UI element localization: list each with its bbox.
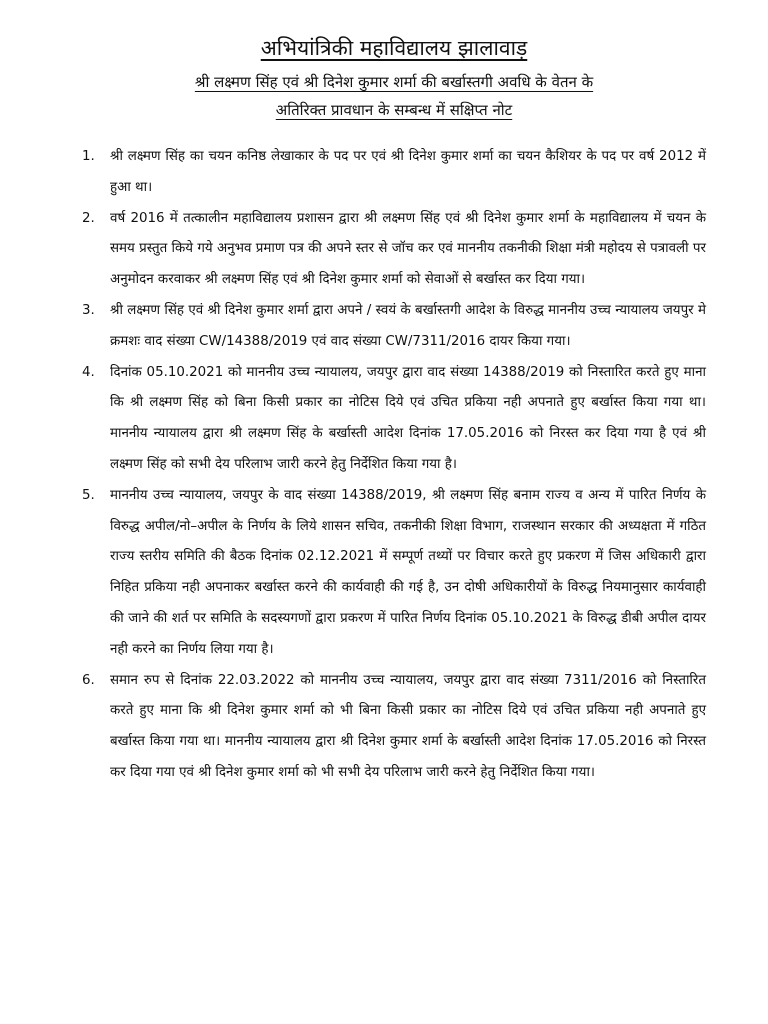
note-text: वर्ष 2016 में तत्कालीन महाविद्यालय प्रशासन द्वारा श्री लक्ष्मण सिंह एवं श्री दिनेश कुमार शर्मा के महाविद्यालय में चयन के समय प्रस्तुत किये गये अनुभव प्रमाण पत्र की अपने स्तर से जॉच कर एवं माननीय तकनीकी शिक्षा मंत्री महोदय से पत्रावली पर अनुमोदन करवाकर श्री लक्ष्मण सिंह एवं श्री दिनेश कुमार शर्मा को सेवाओं से बर्खास्त कर दिया गया। <box>110 210 706 288</box>
note-item-4 <box>82 358 706 481</box>
note-item-6 <box>82 666 706 789</box>
note-number: 4. <box>82 364 95 380</box>
document-title: अभियांत्रिकी महाविद्यालय झालावाड़ <box>260 36 528 60</box>
note-text: दिनांक 05.10.2021 को माननीय उच्च न्यायालय, जयपुर द्वारा वाद संख्या 14388/2019 को निस्तारित करते हुए माना कि श्री लक्ष्मण सिंह को बिना किसी प्रकार का नोटिस दिये एवं उचित प्रकिया नही अपनाते हुए बर्खास्त किया गया था। माननीय न्यायालय द्वारा श्री लक्ष्मण सिंह के बर्खास्ती आदेश दिनांक 17.05.2016 को निरस्त कर दिया गया है एवं श्री लक्ष्मण सिंह को सभी देय परिलाभ जारी करने हेतु निर्देशित किया गया है। <box>110 364 706 472</box>
note-number: 6. <box>82 672 95 688</box>
note-text: श्री लक्ष्मण सिंह एवं श्री दिनेश कुमार शर्मा द्वारा अपने / स्वयं के बर्खास्तगी आदेश के विरुद्ध माननीय उच्च न्यायालय जयपुर मे क्रमशः वाद संख्या CW/14388/2019 एवं वाद संख्या CW/7311/2016 दायर किया गया। <box>110 302 706 349</box>
note-number: 1. <box>82 149 95 164</box>
note-number: 2. <box>82 210 95 226</box>
note-number: 5. <box>82 487 95 503</box>
document-subtitle-line-2: अतिरिक्त प्रावधान के सम्बन्ध में सक्षिप्त नोट <box>275 101 513 119</box>
note-text: समान रुप से दिनांक 22.03.2022 को माननीय उच्च न्यायालय, जयपुर द्वारा वाद संख्या 7311/2016 को निस्तारित करते हुए माना कि श्री दिनेश कुमार शर्मा को भी बिना किसी प्रकार का नोटिस दिये एवं उचित प्रकिया नही अपनाते हुए बर्खास्त किया गया था। माननीय न्यायालय द्वारा श्री दिनेश कुमार शर्मा के बर्खास्ती आदेश दिनांक 17.05.2016 को निरस्त कर दिया गया एवं श्री दिनेश कुमार शर्मा को भी सभी देय परिलाभ जारी करने हेतु निर्देशित किया गया। <box>110 672 706 780</box>
note-item-3 <box>82 296 706 358</box>
note-item-5 <box>82 481 706 666</box>
document-subtitle-line-1: श्री लक्ष्मण सिंह एवं श्री दिनेश कुमार शर्मा की बर्खास्तगी अवधि के वेतन के <box>194 73 594 91</box>
note-item-1 <box>82 142 706 204</box>
note-item-2 <box>82 204 706 296</box>
note-number: 3. <box>82 302 95 318</box>
note-list <box>82 142 706 789</box>
note-text: माननीय उच्च न्यायालय, जयपुर के वाद संख्या 14388/2019, श्री लक्ष्मण सिंह बनाम राज्य व अन्य में पारित निर्णय के विरुद्ध अपील/नो–अपील के निर्णय के लिये शासन सचिव, तकनीकी शिक्षा विभाग, राजस्थान सरकार की अध्यक्षता में गठित राज्य स्तरीय समिति की बैठक दिनांक 02.12.2021 में सम्पूर्ण तथ्यों पर विचार करते हुए प्रकरण में जिस अधिकारी द्वारा निहित प्रकिया नही अपनाकर बर्खास्त करने की कार्यवाही की गई है, उन दोषी अधिकारीयों के विरुद्ध नियमानुसार कार्यवाही की जाने की शर्त पर समिति के सदस्यगणों द्वारा प्रकरण में पारित निर्णय दिनांक 05.10.2021 के विरुद्ध डीबी अपील दायर नही करने का निर्णय लिया गया है। <box>110 487 706 657</box>
note-text: श्री लक्ष्मण सिंह का चयन कनिष्ठ लेखाकार के पद पर एवं श्री दिनेश कुमार शर्मा का चयन कैशियर के पद पर वर्ष 2012 में हुआ था। <box>110 149 706 195</box>
